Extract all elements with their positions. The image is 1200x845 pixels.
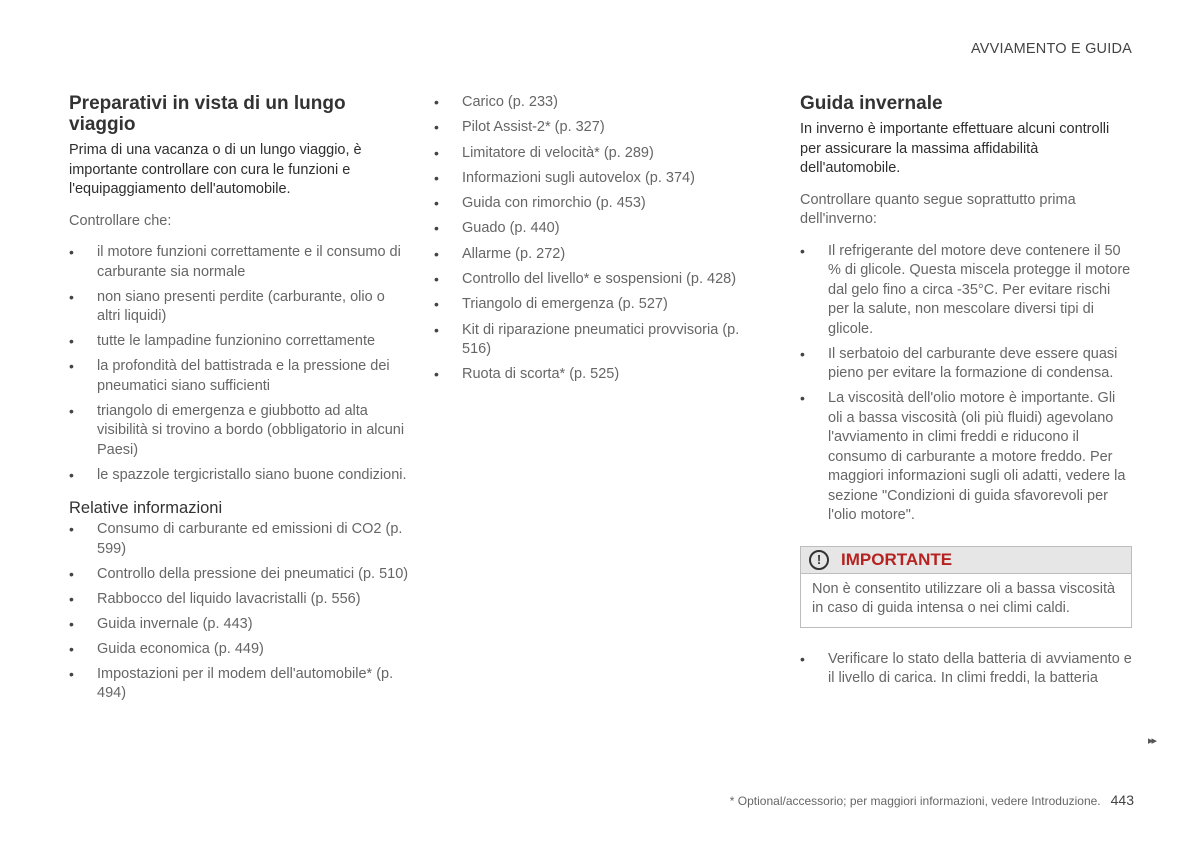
important-notice-title: IMPORTANTE: [841, 549, 953, 569]
bullet-icon: •: [800, 242, 805, 259]
list-item: • tutte le lampadine funzionino correttamente: [69, 332, 409, 352]
section-header: AVVIAMENTO E GUIDA: [971, 41, 1132, 57]
winter-driving-lead: In inverno è importante effettuare alcuni controlli per assicurare la massima affidabilità dell'automobile.: [800, 121, 1110, 176]
important-notice-header: [801, 547, 1131, 574]
bullet-icon: •: [800, 345, 805, 362]
related-info-list: [69, 520, 409, 704]
list-item: • la profondità del battistrada e la pressione dei pneumatici siano sufficienti: [69, 358, 390, 394]
bullet-icon: •: [434, 321, 439, 338]
continue-arrow-icon: ▸▸: [1148, 735, 1156, 747]
winter-driving-title: Guida invernale: [800, 93, 943, 114]
related-link[interactable]: • Guado (p. 440): [434, 219, 764, 239]
bullet-icon: •: [69, 640, 74, 657]
related-link[interactable]: • Allarme (p. 272): [434, 245, 764, 265]
long-trip-lead: Prima di una vacanza o di un lungo viaggio, è importante controllare con cura le funzioni e l'equipaggiamento dell'automobile.: [69, 142, 362, 197]
related-link[interactable]: • Controllo della pressione dei pneumatici (p. 510): [69, 565, 409, 585]
list-item: • non siano presenti perdite (carburante, olio o altri liquidi): [69, 288, 385, 324]
bullet-icon: •: [69, 288, 74, 305]
bullet-icon: •: [800, 390, 805, 406]
bullet-icon: •: [434, 94, 439, 110]
column-long-trip: [69, 93, 409, 709]
bullet-icon: •: [69, 358, 74, 374]
winter-checklist: [800, 242, 1132, 526]
related-info-list-continued: [434, 93, 764, 385]
winter-driving-check-intro: Controllare quanto segue soprattutto prima dell'inverno:: [800, 191, 1076, 227]
list-item: • Verificare lo stato della batteria di avviamento e il livello di carica. In climi freddi, la batteria: [800, 650, 1132, 686]
related-link[interactable]: • Controllo del livello* e sospensioni (p. 428): [434, 270, 764, 290]
bullet-icon: •: [69, 615, 74, 632]
bullet-icon: •: [434, 119, 439, 136]
related-link[interactable]: • Guida invernale (p. 443): [69, 615, 409, 635]
list-item: • Il serbatoio del carburante deve essere quasi pieno per evitare la formazione di condensa.: [800, 345, 1118, 381]
related-link[interactable]: • Carico (p. 233): [434, 93, 764, 113]
related-link[interactable]: • Triangolo di emergenza (p. 527): [434, 295, 764, 315]
long-trip-checklist: [69, 243, 409, 485]
related-link[interactable]: • Guida economica (p. 449): [69, 640, 409, 660]
list-item: • La viscosità dell'olio motore è importante. Gli oli a bassa viscosità (oli più fluidi) agevolano l'avviamento in climi freddi e riducono il consumo di carburante a motore freddo. Per maggiori informazioni sugli oli adatti, vedere la sezione "Condizioni di guida sfavorevoli per l'olio motore".: [800, 390, 1126, 523]
bullet-icon: •: [434, 195, 439, 212]
related-link[interactable]: • Pilot Assist-2* (p. 327): [434, 118, 764, 138]
bullet-icon: •: [434, 296, 439, 313]
bullet-icon: •: [69, 466, 74, 483]
bullet-icon: •: [434, 366, 439, 383]
list-item: • triangolo di emergenza e giubbotto ad alta visibilità si trovino a bordo (obbligatorio in alcuni Paesi): [69, 402, 405, 458]
bullet-icon: •: [434, 144, 439, 161]
list-item: • Il refrigerante del motore deve contenere il 50 % di glicole. Questa miscela protegge il motore dal gelo fino a circa -35°C. Per evitare rischi per la salute, non mescolare diversi tipi di glicole.: [800, 242, 1131, 337]
list-item: • le spazzole tergicristallo siano buone condizioni.: [69, 466, 409, 486]
page-number: 443: [1110, 792, 1134, 808]
warning-icon: !: [809, 550, 829, 570]
related-link[interactable]: • Limitatore di velocità* (p. 289): [434, 144, 764, 164]
bullet-icon: •: [69, 333, 74, 349]
bullet-icon: •: [69, 521, 74, 537]
long-trip-check-intro: Controllare che:: [69, 212, 172, 229]
related-link[interactable]: • Ruota di scorta* (p. 525): [434, 365, 764, 385]
winter-checklist-continued: [800, 650, 1132, 689]
related-link[interactable]: • Impostazioni per il modem dell'automobile* (p. 494): [69, 665, 394, 701]
related-info-title: Relative informazioni: [69, 499, 223, 517]
bullet-icon: •: [434, 245, 439, 262]
bullet-icon: •: [69, 590, 74, 607]
bullet-icon: •: [69, 665, 74, 682]
bullet-icon: •: [69, 244, 74, 260]
column-related-continued: [434, 93, 764, 391]
long-trip-title: Preparativi in vista di un lungo viaggio: [69, 93, 346, 135]
column-winter-driving: [800, 93, 1132, 694]
bullet-icon: •: [69, 402, 74, 419]
related-link[interactable]: • Guida con rimorchio (p. 453): [434, 194, 764, 214]
bullet-icon: •: [434, 271, 439, 288]
related-link[interactable]: • Rabbocco del liquido lavacristalli (p. 556): [69, 590, 409, 610]
bullet-icon: •: [69, 565, 74, 582]
related-link[interactable]: • Consumo di carburante ed emissioni di CO2 (p. 599): [69, 521, 403, 557]
bullet-icon: •: [800, 650, 805, 667]
important-notice-text: Non è consentito utilizzare oli a bassa viscosità in caso di guida intensa o nei climi caldi.: [812, 580, 1116, 616]
bullet-icon: •: [434, 220, 439, 237]
important-notice: [800, 546, 1132, 628]
related-link[interactable]: • Kit di riparazione pneumatici provvisoria (p. 516): [434, 321, 740, 358]
footnote: [730, 792, 1134, 808]
related-link[interactable]: • Informazioni sugli autovelox (p. 374): [434, 169, 764, 189]
footnote-text: * Optional/accessorio; per maggiori informazioni, vedere Introduzione.: [729, 794, 1101, 808]
bullet-icon: •: [434, 169, 439, 186]
list-item: • il motore funzioni correttamente e il consumo di carburante sia normale: [69, 244, 401, 280]
